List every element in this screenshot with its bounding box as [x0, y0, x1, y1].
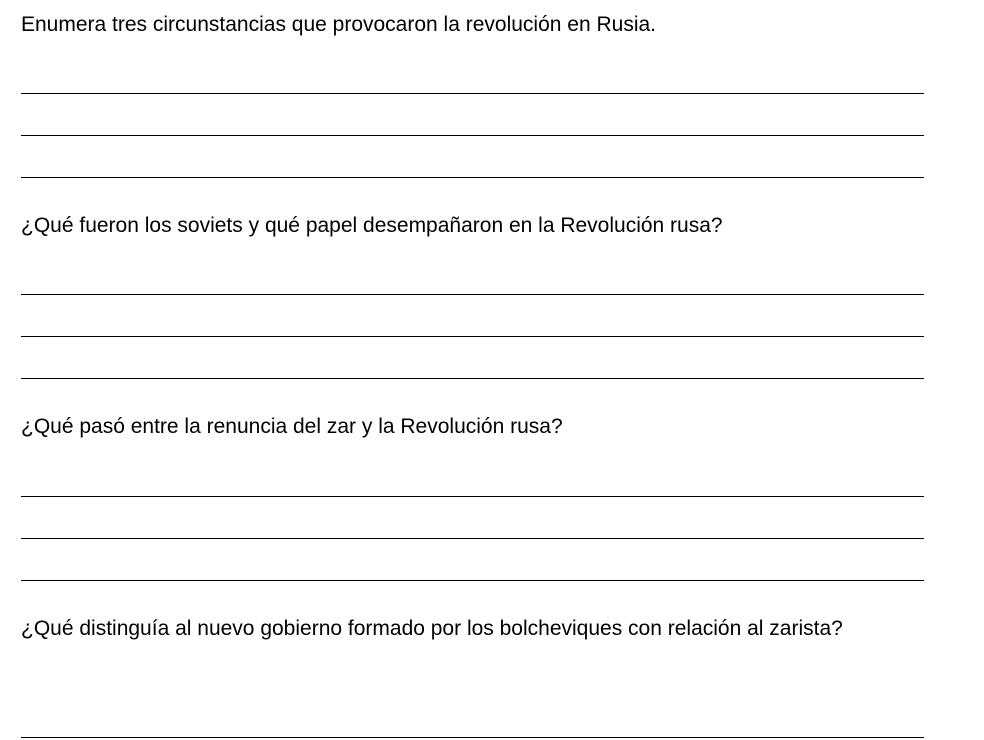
- answer-line[interactable]: [21, 496, 924, 497]
- answer-line[interactable]: [21, 135, 924, 136]
- question-2-text: ¿Qué fueron los soviets y qué papel desempañaron en la Revolución rusa?: [21, 214, 723, 237]
- answer-line[interactable]: [21, 378, 924, 379]
- answer-line[interactable]: [21, 580, 924, 581]
- question-3-text: ¿Qué pasó entre la renuncia del zar y la Revolución rusa?: [21, 415, 563, 438]
- answer-line[interactable]: [21, 538, 924, 539]
- answer-line[interactable]: [21, 336, 924, 337]
- question-4-text: ¿Qué distinguía al nuevo gobierno formado por los bolcheviques con relación al zarista?: [21, 617, 843, 640]
- answer-line[interactable]: [21, 93, 924, 94]
- question-1-text: Enumera tres circunstancias que provocaron la revolución en Rusia.: [21, 13, 656, 36]
- answer-line[interactable]: [21, 177, 924, 178]
- answer-line[interactable]: [21, 737, 924, 738]
- answer-line[interactable]: [21, 294, 924, 295]
